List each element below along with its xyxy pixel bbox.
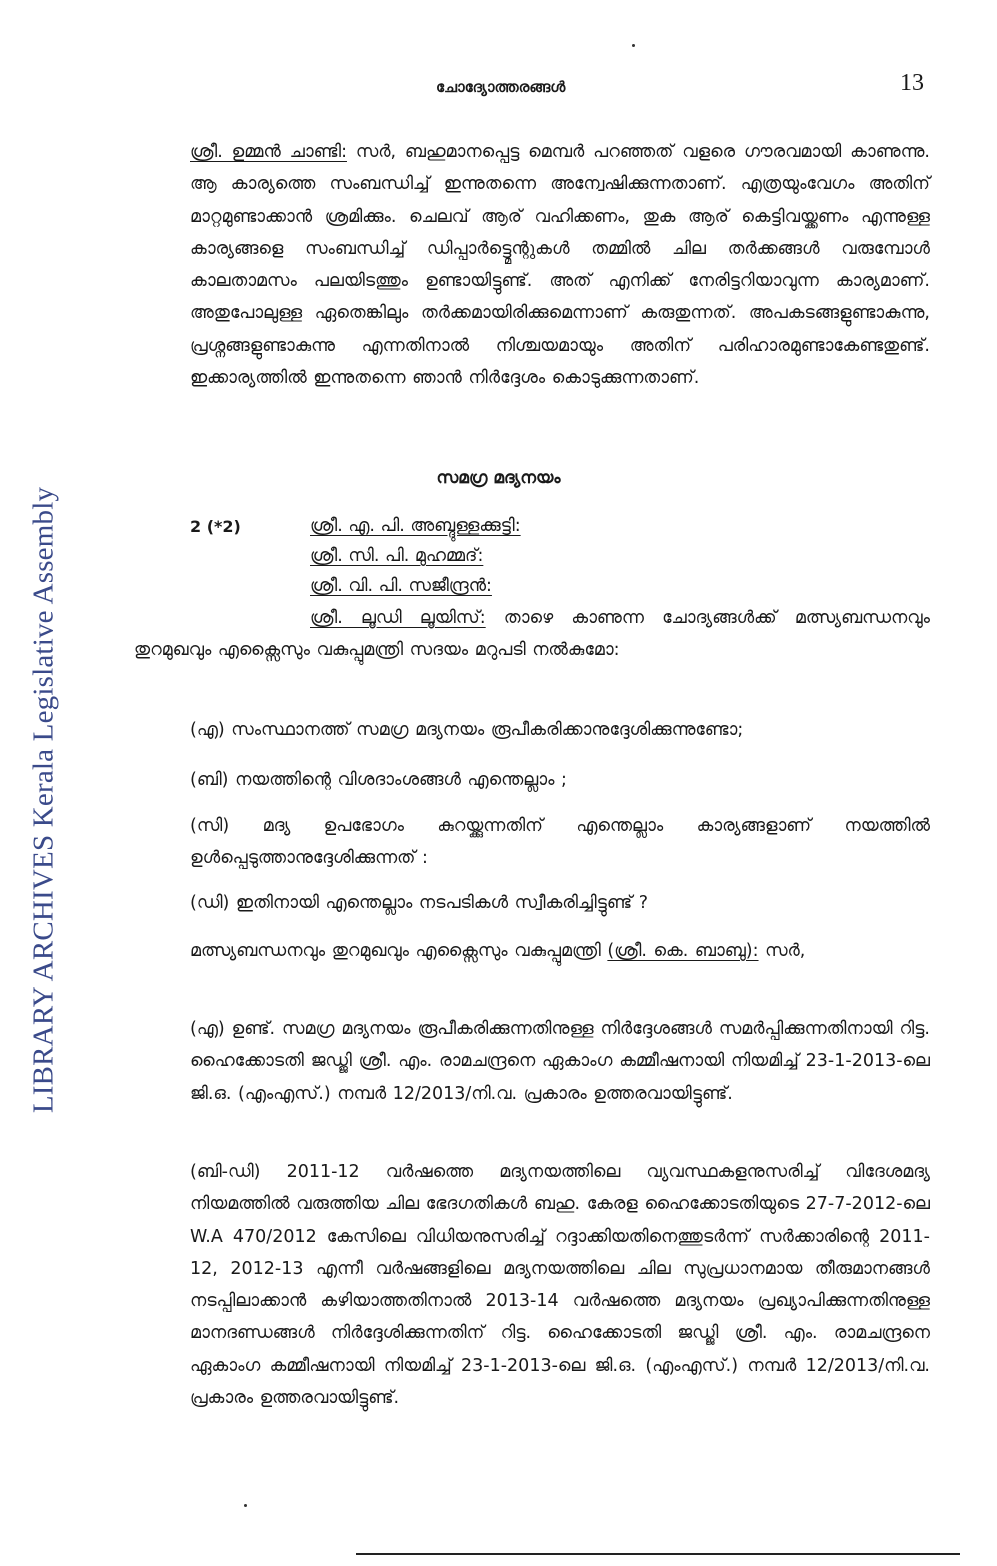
- salutation: സർ,: [758, 941, 806, 961]
- answer-item-b-d: (ബി-ഡി) 2011-12 വർഷത്തെ മദ്യനയത്തിലെ വ്യവസ്ഥകളനുസരിച്ച് വിദേശമദ്യ നിയമത്തിൽ വരുത്തിയ ചില ഭേദഗതികൾ ബഹു. കേരള ഹൈക്കോടതിയുടെ 27-7-2012-ലെ W.A 470/2012 കേസിലെ വിധിയനുസരിച്ച് റദ്ദാക്കിയതിനെത്തുടർന്ന് സർക്കാരിന്റെ 2011-12, 2012-13 എന്നീ വർഷങ്ങളിലെ മദ്യനയത്തിലെ ചില സുപ്രധാനമായ തീരുമാനങ്ങൾ നടപ്പിലാക്കാൻ കഴിയാത്തതിനാൽ 2013-14 വർഷത്തെ മദ്യനയം പ്രഖ്യാപിക്കുന്നതിനുള്ള മാനദണ്ഡങ്ങൾ നിർദ്ദേശിക്കുന്നതിന് റിട്ട. ഹൈക്കോടതി ജഡ്ജി ശ്രീ. എം. രാമചന്ദ്രനെ ഏകാംഗ കമ്മീഷനായി നിയമിച്ച് 23-1-2013-ലെ ജി.ഒ. (എംഎസ്.) നമ്പർ 12/2013/നി.വ. പ്രകാരം ഉത്തരവായിട്ടുണ്ട്.: [190, 1162, 930, 1409]
- running-title: ചോദ്യോത്തരങ്ങൾ: [436, 78, 566, 96]
- question-item-c: (സി) മദ്യ ഉപഭോഗം കുറയ്ക്കുന്നതിന് എന്തെല്ലാം കാര്യങ്ങളാണ് നയത്തിൽ ഉൾപ്പെടുത്താനുദ്ദേശിക്കുന്നത് :: [190, 816, 930, 869]
- question-item-a: (എ) സംസ്ഥാനത്ത് സമഗ്ര മദ്യനയം രൂപീകരിക്കാനുദ്ദേശിക്കുന്നുണ്ടോ;: [190, 720, 744, 740]
- footer-rule: [356, 1553, 960, 1555]
- minister-answer-heading: [134, 935, 930, 967]
- question-item-d: (ഡി) ഇതിനായി എന്തെല്ലാം നടപടികൾ സ്വീകരിച്ചിട്ടുണ്ട് ?: [190, 893, 649, 913]
- cm-answer-paragraph: [134, 136, 930, 394]
- scan-speck: [632, 44, 635, 47]
- scan-speck: [244, 1504, 247, 1507]
- question-number: 2 (*2): [190, 517, 241, 536]
- asker-item: ശ്രീ. സി. പി. മുഹമ്മദ്:: [310, 546, 484, 566]
- section-heading: സമഗ്ര മദ്യനയം: [436, 468, 561, 488]
- archive-watermark: LIBRARY ARCHIVES Kerala Legislative Assembly: [27, 486, 60, 1114]
- minister-name: (ശ്രീ. കെ. ബാബു):: [607, 941, 759, 961]
- question-item-b: (ബി) നയത്തിന്റെ വിശദാംശങ്ങൾ എന്തെല്ലാം ;: [190, 770, 567, 790]
- minister-designation: മത്സ്യബന്ധനവും തുറമുഖവും എക്സൈസും വകുപ്പുമന്ത്രി: [190, 941, 601, 961]
- last-asker: ശ്രീ. ലൂഡി ലൂയിസ്:: [310, 608, 486, 628]
- speaker-name: ശ്രീ. ഉമ്മൻ ചാണ്ടി:: [190, 142, 347, 162]
- question-intro-text: താഴെ കാണുന്ന ചോദ്യങ്ങൾക്ക് മത്സ്യബന്ധനവും തുറമുഖവും എക്സൈസും വകുപ്പുമന്ത്രി സദയം മറുപടി നൽകുമോ:: [134, 608, 930, 661]
- answer-item-a: (എ) ഉണ്ട്. സമഗ്ര മദ്യനയം രൂപീകരിക്കുന്നതിനുള്ള നിർദ്ദേശങ്ങൾ സമർപ്പിക്കുന്നതിനായി റിട്ട. ഹൈക്കോടതി ജഡ്ജി ശ്രീ. എം. രാമചന്ദ്രനെ ഏകാംഗ കമ്മീഷനായി നിയമിച്ച് 23-1-2013-ലെ ജി.ഒ. (എംഎസ്.) നമ്പർ 12/2013/നി.വ. പ്രകാരം ഉത്തരവായിട്ടുണ്ട്.: [190, 1019, 930, 1104]
- question-intro: [134, 602, 930, 667]
- asker-item: ശ്രീ. എ. പി. അബ്ദുള്ളക്കുട്ടി:: [310, 516, 521, 536]
- asker-item: ശ്രീ. വി. പി. സജീന്ദ്രൻ:: [310, 576, 492, 596]
- asker-list: [310, 511, 521, 601]
- page-number: 13: [900, 70, 924, 96]
- answer-text: സർ, ബഹുമാനപ്പെട്ട മെമ്പർ പറഞ്ഞത് വളരെ ഗൗരവമായി കാണുന്നു. ആ കാര്യത്തെ സംബന്ധിച്ച് ഇന്നുതന്നെ അന്വേഷിക്കുന്നതാണ്. എത്രയുംവേഗം അതിന് മാറ്റമുണ്ടാക്കാൻ ശ്രമിക്കും. ചെലവ് ആര് വഹിക്കണം, തുക ആര് കെട്ടിവയ്ക്കണം എന്നുള്ള കാര്യങ്ങളെ സംബന്ധിച്ച് ഡിപ്പാർട്ട്മെന്റുകൾ തമ്മിൽ ചില തർക്കങ്ങൾ വരുമ്പോൾ കാലതാമസം പലയിടത്തും ഉണ്ടായിട്ടുണ്ട്. അത് എനിക്ക് നേരിട്ടറിയാവുന്ന കാര്യമാണ്. അതുപോലുള്ള ഏതെങ്കിലും തർക്കമായിരിക്കുമെന്നാണ് കരുതുന്നത്. അപകടങ്ങളുണ്ടാകുന്നു, പ്രശ്നങ്ങളുണ്ടാകുന്നു എന്നതിനാൽ നിശ്ചയമായും അതിന് പരിഹാരമുണ്ടാകേണ്ടതുണ്ട്. ഇക്കാര്യത്തിൽ ഇന്നുതന്നെ ഞാൻ നിർദ്ദേശം കൊടുക്കുന്നതാണ്.: [190, 142, 930, 389]
